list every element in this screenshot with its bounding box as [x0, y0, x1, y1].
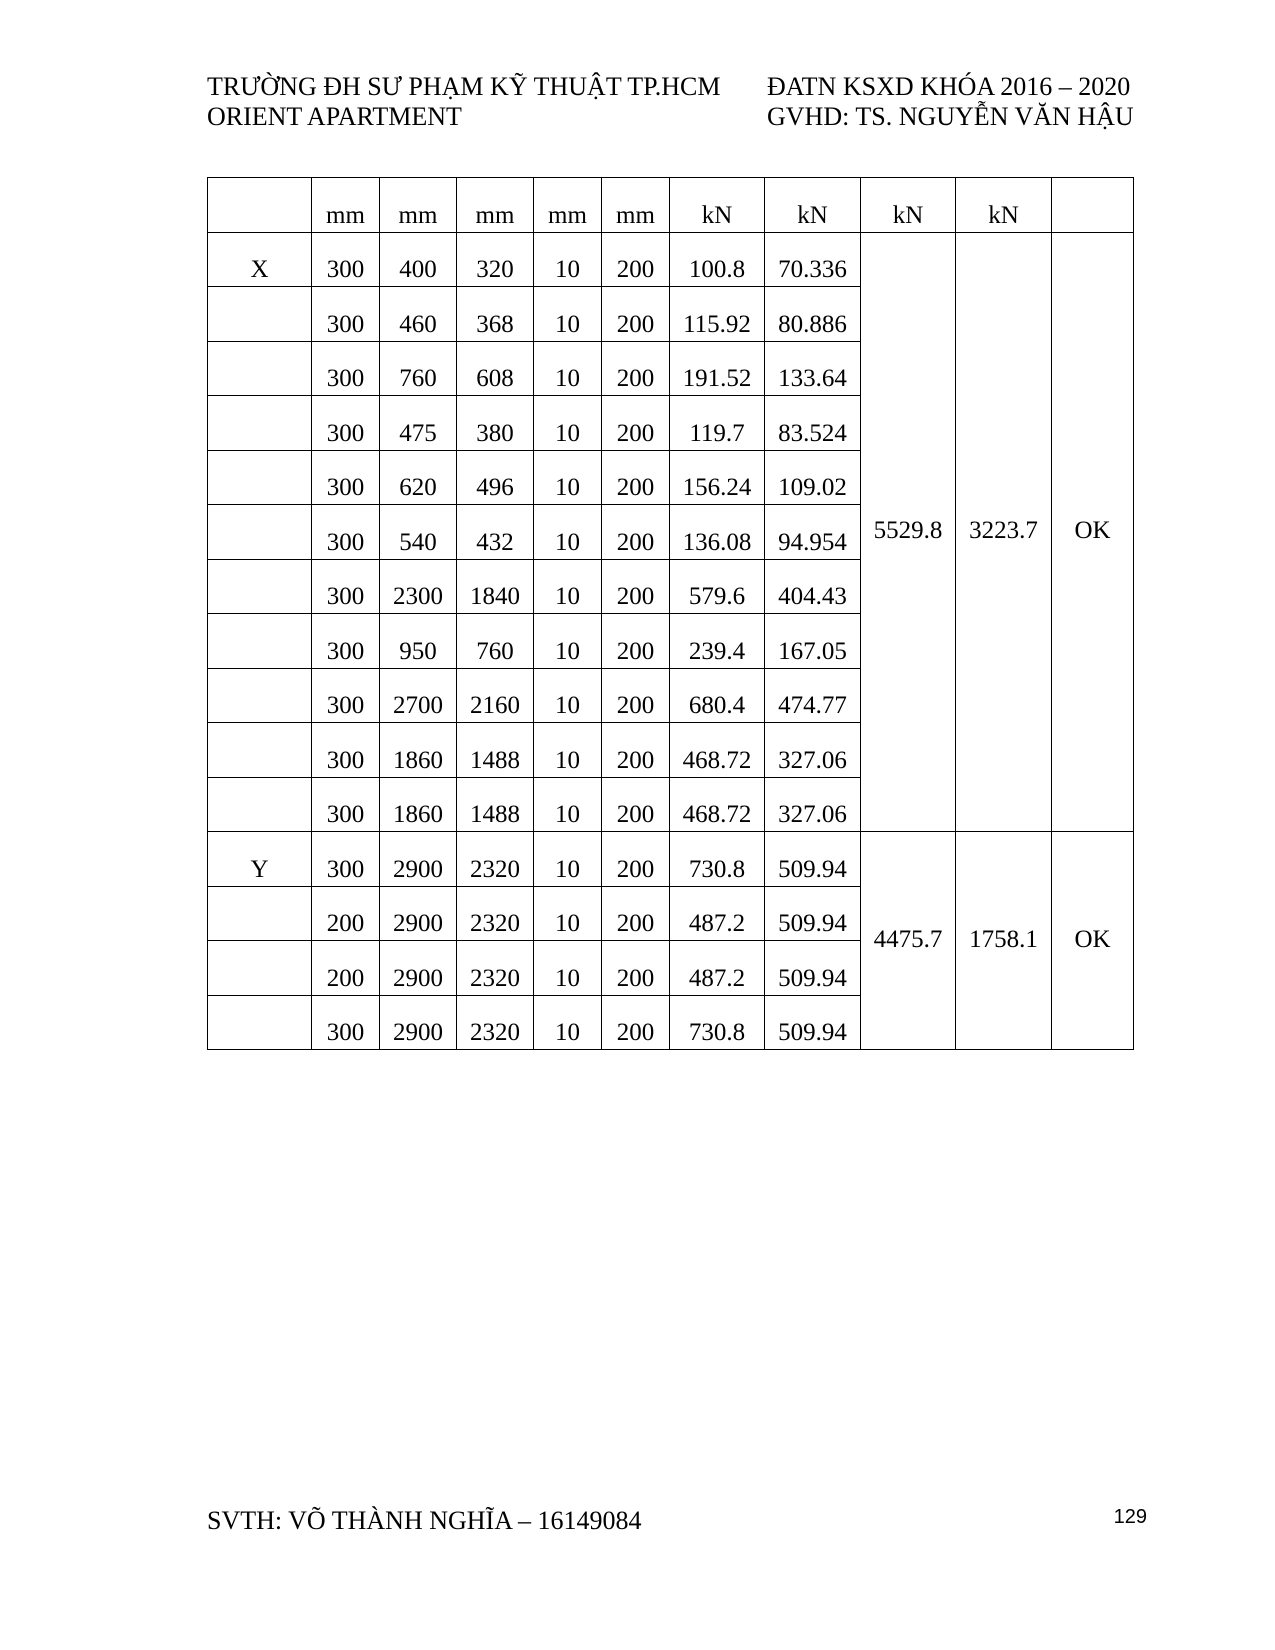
header-advisor: GVHD: TS. NGUYỄN VĂN HẬU — [767, 102, 1134, 131]
table-cell: 327.06 — [765, 723, 861, 778]
table-cell: 2900 — [380, 995, 457, 1050]
table-cell: 10 — [534, 341, 602, 396]
direction-label-cell — [208, 668, 312, 723]
table-cell: 83.524 — [765, 396, 861, 451]
table-cell: 1488 — [457, 723, 534, 778]
unit-cell: mm — [312, 178, 380, 233]
table-cell: 468.72 — [670, 723, 765, 778]
table-cell: 200 — [602, 559, 670, 614]
table-cell: 300 — [312, 396, 380, 451]
unit-cell: kN — [765, 178, 861, 233]
table-cell: 200 — [602, 777, 670, 832]
unit-cell: mm — [534, 178, 602, 233]
group-result: OK — [1052, 232, 1134, 832]
unit-cell: mm — [380, 178, 457, 233]
direction-label-cell — [208, 287, 312, 342]
table-cell: 300 — [312, 723, 380, 778]
table-row — [208, 832, 1134, 887]
direction-label-cell — [208, 777, 312, 832]
table-cell: 300 — [312, 559, 380, 614]
direction-label-cell — [208, 396, 312, 451]
direction-label-cell — [208, 341, 312, 396]
table-cell: 300 — [312, 832, 380, 887]
table-cell: 10 — [534, 559, 602, 614]
table-cell: 10 — [534, 614, 602, 669]
table-cell: 200 — [312, 886, 380, 941]
table-cell: 200 — [312, 941, 380, 996]
table-cell: 2320 — [457, 995, 534, 1050]
table-cell: 1860 — [380, 723, 457, 778]
table-cell: 239.4 — [670, 614, 765, 669]
page-footer — [207, 1506, 1147, 1536]
table-cell: 760 — [457, 614, 534, 669]
table-cell: 2300 — [380, 559, 457, 614]
table-cell: 300 — [312, 505, 380, 560]
table-cell: 300 — [312, 668, 380, 723]
direction-label-cell — [208, 450, 312, 505]
table-cell: 460 — [380, 287, 457, 342]
table-cell: 200 — [602, 668, 670, 723]
table-cell: 200 — [602, 723, 670, 778]
direction-label-cell — [208, 995, 312, 1050]
table-cell: 608 — [457, 341, 534, 396]
table-cell: 2160 — [457, 668, 534, 723]
table-cell: 200 — [602, 995, 670, 1050]
table-cell: 400 — [380, 232, 457, 287]
unit-cell: kN — [670, 178, 765, 233]
direction-label-cell — [208, 559, 312, 614]
unit-cell — [1052, 178, 1134, 233]
table-cell: 10 — [534, 723, 602, 778]
table-cell: 200 — [602, 287, 670, 342]
table-cell: 200 — [602, 232, 670, 287]
table-cell: 300 — [312, 777, 380, 832]
table-cell: 200 — [602, 941, 670, 996]
table-cell: 191.52 — [670, 341, 765, 396]
group-total-2: 1758.1 — [956, 832, 1052, 1050]
table-cell: 475 — [380, 396, 457, 451]
table-cell: 136.08 — [670, 505, 765, 560]
page-number: 129 — [1113, 1506, 1147, 1528]
table-row — [208, 232, 1134, 287]
table-cell: 200 — [602, 396, 670, 451]
table-cell: 133.64 — [765, 341, 861, 396]
table-cell: 10 — [534, 886, 602, 941]
table-cell: 200 — [602, 886, 670, 941]
group-result: OK — [1052, 832, 1134, 1050]
table-cell: 200 — [602, 832, 670, 887]
table-cell: 10 — [534, 777, 602, 832]
table-cell: 200 — [602, 450, 670, 505]
table-cell: 760 — [380, 341, 457, 396]
table-cell: 730.8 — [670, 995, 765, 1050]
table-cell: 680.4 — [670, 668, 765, 723]
table-cell: 200 — [602, 505, 670, 560]
header-project: ORIENT APARTMENT — [207, 102, 462, 131]
table-cell: 300 — [312, 450, 380, 505]
table-cell: 620 — [380, 450, 457, 505]
direction-label-cell — [208, 941, 312, 996]
table-cell: 950 — [380, 614, 457, 669]
table-cell: 10 — [534, 505, 602, 560]
table-cell: 200 — [602, 614, 670, 669]
table-cell: 509.94 — [765, 941, 861, 996]
table-cell: 496 — [457, 450, 534, 505]
table-cell: 300 — [312, 995, 380, 1050]
table-cell: 368 — [457, 287, 534, 342]
wall-capacity-table — [207, 177, 1134, 1050]
direction-label-cell — [208, 723, 312, 778]
unit-cell — [208, 178, 312, 233]
table-cell: 94.954 — [765, 505, 861, 560]
unit-cell: kN — [956, 178, 1052, 233]
table-cell: 167.05 — [765, 614, 861, 669]
table-cell: 300 — [312, 232, 380, 287]
table-cell: 474.77 — [765, 668, 861, 723]
table-cell: 10 — [534, 232, 602, 287]
table-cell: 80.886 — [765, 287, 861, 342]
group-total-2: 3223.7 — [956, 232, 1052, 832]
table-cell: 432 — [457, 505, 534, 560]
table-cell: 320 — [457, 232, 534, 287]
table-cell: 10 — [534, 832, 602, 887]
table-cell: 10 — [534, 450, 602, 505]
table-cell: 540 — [380, 505, 457, 560]
table-cell: 404.43 — [765, 559, 861, 614]
table-cell: 156.24 — [670, 450, 765, 505]
table-cell: 2320 — [457, 832, 534, 887]
table-cell: 468.72 — [670, 777, 765, 832]
table-body — [208, 178, 1134, 1050]
table-cell: 1860 — [380, 777, 457, 832]
table-cell: 730.8 — [670, 832, 765, 887]
table-cell: 487.2 — [670, 886, 765, 941]
table-cell: 10 — [534, 396, 602, 451]
table-cell: 70.336 — [765, 232, 861, 287]
direction-label-cell — [208, 614, 312, 669]
table-cell: 109.02 — [765, 450, 861, 505]
unit-cell: mm — [602, 178, 670, 233]
units-row — [208, 178, 1134, 233]
unit-cell: mm — [457, 178, 534, 233]
group-total-1: 4475.7 — [861, 832, 956, 1050]
page-header — [207, 72, 1147, 132]
table-cell: 10 — [534, 287, 602, 342]
table-cell: 200 — [602, 341, 670, 396]
direction-label-cell — [208, 505, 312, 560]
table-cell: 509.94 — [765, 886, 861, 941]
table-cell: 579.6 — [670, 559, 765, 614]
table-cell: 2900 — [380, 832, 457, 887]
table-cell: 300 — [312, 287, 380, 342]
table-cell: 10 — [534, 668, 602, 723]
table-cell: 1840 — [457, 559, 534, 614]
table-cell: 2320 — [457, 886, 534, 941]
table-cell: 2700 — [380, 668, 457, 723]
table-cell: 115.92 — [670, 287, 765, 342]
table-cell: 327.06 — [765, 777, 861, 832]
table-cell: 380 — [457, 396, 534, 451]
direction-label-cell — [208, 886, 312, 941]
direction-label-cell: Y — [208, 832, 312, 887]
table-cell: 100.8 — [670, 232, 765, 287]
table-cell: 10 — [534, 941, 602, 996]
unit-cell: kN — [861, 178, 956, 233]
table-cell: 2320 — [457, 941, 534, 996]
table-cell: 509.94 — [765, 832, 861, 887]
footer-student: SVTH: VÕ THÀNH NGHĨA – 16149084 — [207, 1506, 642, 1535]
table-cell: 509.94 — [765, 995, 861, 1050]
table-cell: 300 — [312, 341, 380, 396]
table-cell: 300 — [312, 614, 380, 669]
table-cell: 119.7 — [670, 396, 765, 451]
table-cell: 487.2 — [670, 941, 765, 996]
header-school: TRƯỜNG ĐH SƯ PHẠM KỸ THUẬT TP.HCM — [207, 72, 721, 101]
table-cell: 1488 — [457, 777, 534, 832]
group-total-1: 5529.8 — [861, 232, 956, 832]
table-cell: 2900 — [380, 886, 457, 941]
table-cell: 10 — [534, 995, 602, 1050]
header-course: ĐATN KSXD KHÓA 2016 – 2020 — [767, 72, 1131, 101]
table-cell: 2900 — [380, 941, 457, 996]
direction-label-cell: X — [208, 232, 312, 287]
